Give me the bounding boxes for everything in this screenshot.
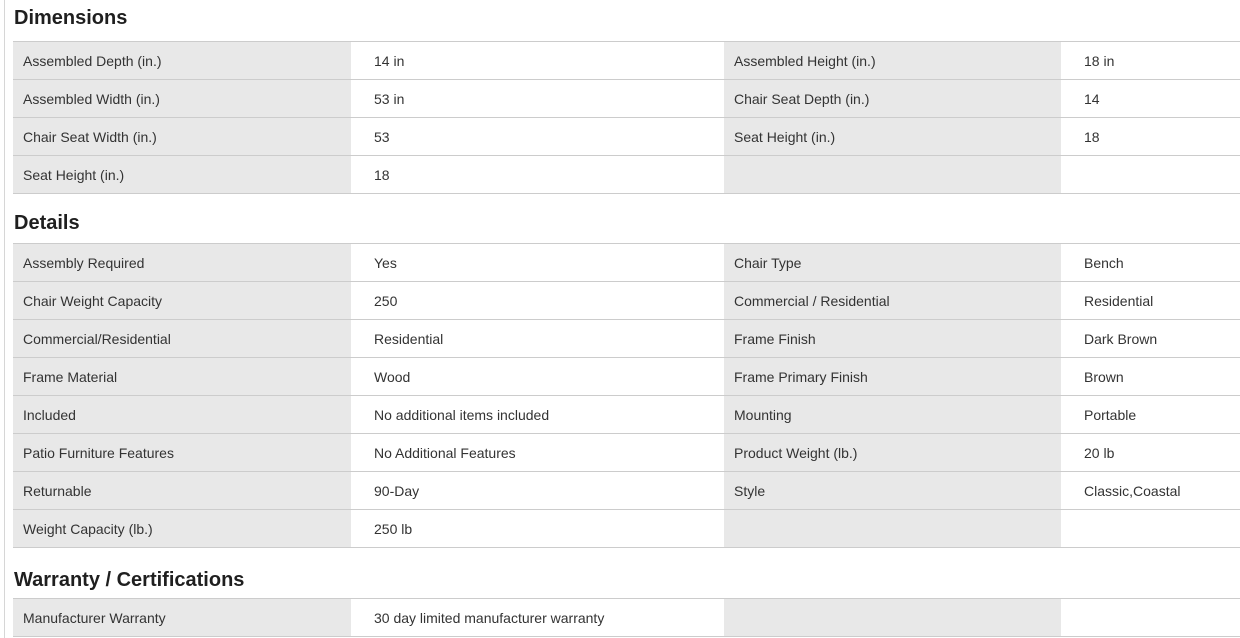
spec-label — [724, 510, 1061, 547]
spec-label — [724, 156, 1061, 193]
table-row — [13, 320, 1240, 358]
spec-label: Chair Weight Capacity — [13, 282, 351, 319]
spec-value: No Additional Features — [351, 434, 724, 471]
product-specifications — [13, 0, 1240, 638]
table-row — [13, 156, 1240, 194]
spec-label: Patio Furniture Features — [13, 434, 351, 471]
warranty-spec-table — [13, 598, 1240, 637]
spec-value: 53 — [351, 118, 724, 155]
spec-value: No additional items included — [351, 396, 724, 433]
spec-value: 20 lb — [1061, 434, 1240, 471]
spec-value: 30 day limited manufacturer warranty — [351, 599, 724, 636]
spec-label: Frame Primary Finish — [724, 358, 1061, 395]
spec-value: 18 in — [1061, 42, 1240, 79]
spec-label: Chair Type — [724, 244, 1061, 281]
table-row — [13, 42, 1240, 80]
table-row — [13, 244, 1240, 282]
spec-label: Mounting — [724, 396, 1061, 433]
dimensions-spec-table — [13, 41, 1240, 194]
spec-label: Frame Finish — [724, 320, 1061, 357]
table-row — [13, 434, 1240, 472]
spec-label: Assembled Depth (in.) — [13, 42, 351, 79]
table-row — [13, 510, 1240, 548]
details-spec-table — [13, 243, 1240, 548]
spec-label: Assembled Height (in.) — [724, 42, 1061, 79]
spec-value — [1061, 510, 1240, 547]
spec-value: 18 — [351, 156, 724, 193]
section-title-details: Details — [14, 212, 80, 234]
spec-label: Seat Height (in.) — [13, 156, 351, 193]
spec-value: 14 in — [351, 42, 724, 79]
spec-label: Assembled Width (in.) — [13, 80, 351, 117]
spec-value: 14 — [1061, 80, 1240, 117]
table-row — [13, 282, 1240, 320]
spec-value: 53 in — [351, 80, 724, 117]
spec-value: 250 lb — [351, 510, 724, 547]
spec-label: Seat Height (in.) — [724, 118, 1061, 155]
table-row — [13, 599, 1240, 637]
section-title-dimensions: Dimensions — [14, 7, 128, 29]
spec-value: Wood — [351, 358, 724, 395]
spec-value: Dark Brown — [1061, 320, 1240, 357]
spec-label: Commercial / Residential — [724, 282, 1061, 319]
spec-label: Included — [13, 396, 351, 433]
spec-label: Product Weight (lb.) — [724, 434, 1061, 471]
spec-label: Weight Capacity (lb.) — [13, 510, 351, 547]
table-row — [13, 358, 1240, 396]
spec-label: Frame Material — [13, 358, 351, 395]
spec-label — [724, 599, 1061, 636]
spec-label: Assembly Required — [13, 244, 351, 281]
table-row — [13, 80, 1240, 118]
spec-value: 90-Day — [351, 472, 724, 509]
spec-value — [1061, 599, 1240, 636]
spec-value: Brown — [1061, 358, 1240, 395]
spec-label: Manufacturer Warranty — [13, 599, 351, 636]
spec-label: Commercial/Residential — [13, 320, 351, 357]
spec-value: Yes — [351, 244, 724, 281]
spec-value: Residential — [351, 320, 724, 357]
spec-value — [1061, 156, 1240, 193]
spec-value: 250 — [351, 282, 724, 319]
section-title-warranty: Warranty / Certifications — [14, 569, 245, 591]
spec-value: 18 — [1061, 118, 1240, 155]
spec-label: Returnable — [13, 472, 351, 509]
spec-value: Classic,Coastal — [1061, 472, 1240, 509]
spec-value: Residential — [1061, 282, 1240, 319]
spec-label: Chair Seat Width (in.) — [13, 118, 351, 155]
spec-label: Style — [724, 472, 1061, 509]
spec-label: Chair Seat Depth (in.) — [724, 80, 1061, 117]
table-row — [13, 396, 1240, 434]
table-row — [13, 118, 1240, 156]
left-border-rule — [4, 0, 5, 638]
table-row — [13, 472, 1240, 510]
spec-value: Portable — [1061, 396, 1240, 433]
spec-value: Bench — [1061, 244, 1240, 281]
